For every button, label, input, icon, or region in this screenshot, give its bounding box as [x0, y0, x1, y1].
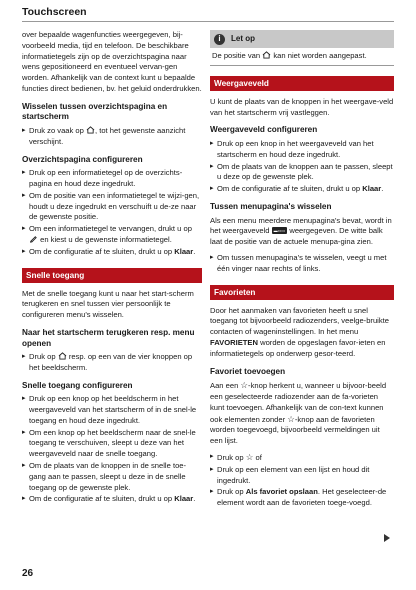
page-indicator-icon: ▬▭▭ [273, 228, 286, 234]
list-item: ▸ Druk op een informatietegel op de overzichts-pagina en houd deze ingedrukt. [22, 168, 202, 190]
klaar-label: Klaar [174, 246, 194, 256]
info-icon: i [214, 34, 225, 45]
heading-menus: Tussen menupagina's wisselen [210, 201, 332, 211]
fav-add-paragraph: Aan een ☆-knop herkent u, wanneer u bijvoor-beeld een geselecteerde radiozender aan de fa-vorieten kunt toevoegen. Afhankelijk van de con-text kunnen ook elementen zonder ☆-knop aan de favorieten worden toegevoegd, bijvoorbeeld vermeldingen uit een lijst. [210, 380, 387, 446]
list-item: ▸ Druk op Als favoriet opslaan. Het geselecteer-de element wordt aan de favorieten toege-voegd. [210, 487, 394, 509]
home-icon [262, 51, 271, 59]
heading-back: Naar het startscherm terugkeren resp. menu openen [22, 327, 195, 348]
heading-quickconf: Snelle toegang configureren [22, 380, 133, 390]
heading-switch: Wisselen tussen overzichtspagina en startscherm [22, 101, 168, 122]
page-number: 26 [22, 568, 34, 579]
heading-display: Weergaveveld configureren [210, 125, 318, 135]
home-icon [86, 126, 95, 134]
favorieten-label: FAVORIETEN [210, 337, 258, 347]
list-item: ▸ Om de plaats van de knoppen aan te passen, sleept u deze op de gewenste plek. [210, 162, 394, 184]
save-favorite-label: Als favoriet opslaan [245, 487, 318, 497]
quick-intro: Met de snelle toegang kunt u naar het start-scherm terugkeren en snel tussen vier persoonlijk te configureren menu's wisselen. [22, 288, 194, 320]
note-header [210, 30, 394, 48]
heading-config: Overzichtspagina configureren [22, 154, 143, 164]
heading-fav: Favoriet toevoegen [210, 366, 286, 376]
menus-list [210, 253, 394, 275]
list-item: ▸ Om een knop op het beeldscherm naar de snel-le toegang te verschuiven, sleept u deze van het weergaveveld naar de snelle toegang. [22, 428, 202, 460]
fav-list [210, 452, 394, 509]
note-body: De positie van kan niet worden aangepast. [212, 51, 367, 60]
right-column [210, 30, 394, 513]
menus-paragraph: Als een menu meerdere menupagina's bevat, wordt in het weergaveveld ▬▭▭ weergegeven. De witte balk laat de positie van de actuele menupa-gina zien. [210, 215, 392, 247]
list-item: ▸ Om tussen menupagina's te wisselen, veegt u met één vinger naar rechts of links. [210, 253, 394, 275]
list-item: ▸ Om de configuratie af te sluiten, drukt u op Klaar. [210, 184, 394, 195]
note-box [210, 30, 394, 66]
klaar-label: Klaar [362, 184, 382, 194]
list-item: ▸ Druk op resp. op een van de vier knoppen op het beeldscherm. [22, 352, 202, 374]
list-item: ▸ Druk op een element van een lijst en houd dit ingedrukt. [210, 465, 394, 487]
section-band-display: Weergaveveld [210, 76, 394, 91]
list-item: ▸ Druk op een knop in het weergaveveld van het startscherm en houd deze ingedrukt. [210, 139, 394, 161]
running-header: Touchscreen [22, 6, 87, 18]
list-item: ▸ Om de configuratie af te sluiten, drukt u op Klaar. [22, 494, 202, 505]
left-column [22, 30, 202, 509]
home-icon [58, 352, 67, 360]
note-title: Let op [231, 33, 255, 43]
edit-pencil-icon [29, 235, 38, 243]
continue-arrow-icon [384, 534, 390, 542]
star-outline-icon: ☆ [240, 380, 249, 391]
list-item: ▸ Druk op ☆ of [210, 452, 394, 464]
klaar-label: Klaar [174, 494, 194, 504]
star-outline-icon: ☆ [245, 451, 254, 462]
list-item: ▸ Om de plaats van de knoppen in de snelle toe-gang aan te passen, sleept u deze in de snelle toegang op de gewenste plek. [22, 461, 202, 493]
star-outline-icon: ☆ [287, 413, 295, 424]
fav-intro: Door het aanmaken van favorieten heeft u snel toegang tot bijvoorbeeld radiozenders, veelge-bruikte contacten of wageninstellingen. In het menu FAVORIETEN worden de opgeslagen favor-ieten en informatietegels op onderwerp gesor-teerd. [210, 305, 389, 358]
display-intro: U kunt de plaats van de knoppen in het weergave-veld van het startscherm vrij vastleggen. [210, 96, 394, 117]
intro-paragraph: over bepaalde wagenfuncties weergegeven, bij-voorbeeld media, tijd en telefoon. De beschikbare informatietegels zijn op de overzichtspagina naar wens gepositioneerd en eventueel vervan-gen worden. Afhankelijk van de context kunt u bepaalde functies direct bedienen, bv. het geluid onderdrukken. [22, 30, 202, 93]
switch-list [22, 126, 202, 148]
list-item: ▸ Om een informatietegel te vervangen, drukt u op en kiest u de gewenste informatietegel. [22, 224, 202, 246]
section-band-quick: Snelle toegang [22, 268, 202, 283]
list-item: ▸ Druk zo vaak op , tot het gewenste aanzicht verschijnt. [22, 126, 202, 148]
back-list [22, 352, 202, 374]
display-list [210, 139, 394, 195]
config-list [22, 168, 202, 257]
list-item: ▸ Om de configuratie af te sluiten, drukt u op Klaar. [22, 247, 202, 258]
quickconf-list [22, 394, 202, 505]
list-item: ▸ Om de positie van een informatietegel te wijzi-gen, houdt u deze ingedrukt en verschuift u de-ze naar de gewenste positie. [22, 191, 202, 223]
section-band-favorites: Favorieten [210, 285, 394, 300]
header-divider [22, 21, 394, 22]
list-item: ▸ Druk op een knop op het beeldscherm in het weergaveveld van het startscherm of in de snel-le toegang en houd deze ingedrukt. [22, 394, 202, 426]
